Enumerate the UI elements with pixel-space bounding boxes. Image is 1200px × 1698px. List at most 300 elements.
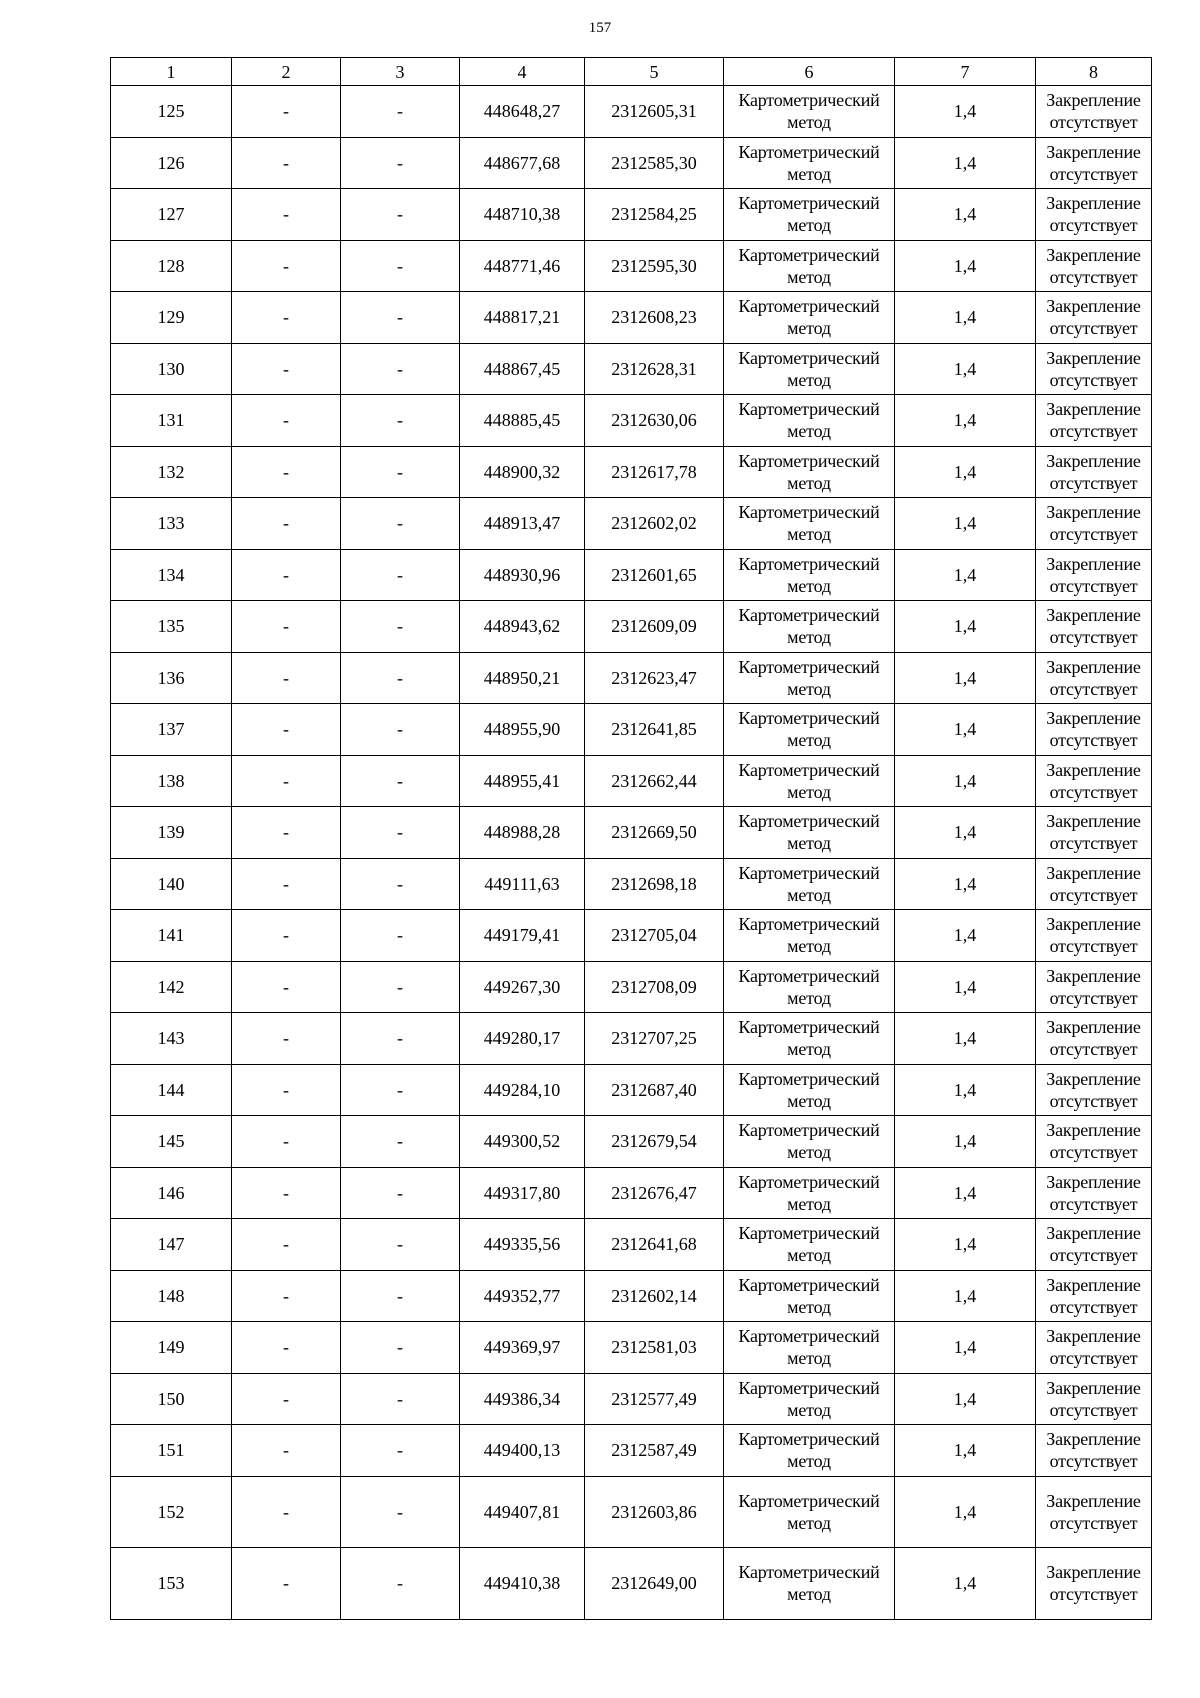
method-cell [724, 961, 895, 1013]
fixation-line-1: Закрепление [1046, 1274, 1141, 1295]
point-number-cell: 131 [111, 395, 232, 447]
accuracy-cell: 1,4 [895, 343, 1036, 395]
accuracy-cell: 1,4 [895, 446, 1036, 498]
x-coordinate-cell: 448771,46 [460, 240, 585, 292]
point-number-cell: 135 [111, 601, 232, 653]
x-coordinate-cell: 449111,63 [460, 858, 585, 910]
accuracy-cell: 1,4 [895, 1373, 1036, 1425]
fixation-cell [1036, 343, 1152, 395]
y-coordinate-cell: 2312623,47 [585, 652, 724, 704]
table-row [111, 446, 1152, 498]
method-line-2: метод [787, 1399, 831, 1420]
table-row [111, 1167, 1152, 1219]
point-number-cell: 151 [111, 1425, 232, 1477]
method-cell [724, 549, 895, 601]
fixation-line-1: Закрепление [1046, 1017, 1141, 1038]
fixation-line-2: отсутствует [1049, 1399, 1138, 1420]
accuracy-cell: 1,4 [895, 1322, 1036, 1374]
fixation-cell [1036, 86, 1152, 138]
table-row [111, 86, 1152, 138]
method-cell [724, 601, 895, 653]
table-row [111, 704, 1152, 756]
accuracy-cell: 1,4 [895, 1547, 1036, 1619]
fixation-line-1: Закрепление [1046, 1326, 1141, 1347]
y-coordinate-cell: 2312601,65 [585, 549, 724, 601]
fixation-line-1: Закрепление [1046, 1490, 1141, 1511]
column-3-cell: - [341, 395, 460, 447]
method-line-2: метод [787, 987, 831, 1008]
fixation-cell [1036, 446, 1152, 498]
fixation-line-2: отсутствует [1049, 781, 1138, 802]
method-line-2: метод [787, 1245, 831, 1266]
column-3-cell: - [341, 498, 460, 550]
y-coordinate-cell: 2312587,49 [585, 1425, 724, 1477]
table-row [111, 1373, 1152, 1425]
table-row [111, 240, 1152, 292]
method-line-2: метод [787, 369, 831, 390]
column-2-cell: - [232, 86, 341, 138]
point-number-cell: 150 [111, 1373, 232, 1425]
column-header-2: 2 [232, 58, 341, 86]
table-row [111, 858, 1152, 910]
column-2-cell: - [232, 343, 341, 395]
column-3-cell: - [341, 189, 460, 241]
method-line-2: метод [787, 833, 831, 854]
fixation-line-1: Закрепление [1046, 1562, 1141, 1582]
accuracy-cell: 1,4 [895, 704, 1036, 756]
y-coordinate-cell: 2312641,68 [585, 1219, 724, 1271]
column-3-cell: - [341, 343, 460, 395]
table-row [111, 137, 1152, 189]
fixation-cell [1036, 704, 1152, 756]
y-coordinate-cell: 2312630,06 [585, 395, 724, 447]
fixation-line-2: отсутствует [1049, 678, 1138, 699]
column-3-cell: - [341, 292, 460, 344]
table-row [111, 343, 1152, 395]
y-coordinate-cell: 2312584,25 [585, 189, 724, 241]
column-2-cell: - [232, 189, 341, 241]
y-coordinate-cell: 2312641,85 [585, 704, 724, 756]
column-2-cell: - [232, 807, 341, 859]
column-2-cell: - [232, 704, 341, 756]
method-line-1: Картометрический [738, 244, 880, 265]
method-line-2: метод [787, 1584, 831, 1604]
accuracy-cell: 1,4 [895, 858, 1036, 910]
y-coordinate-cell: 2312577,49 [585, 1373, 724, 1425]
column-3-cell: - [341, 1064, 460, 1116]
fixation-line-1: Закрепление [1046, 708, 1141, 729]
method-line-2: метод [787, 472, 831, 493]
point-number-cell: 143 [111, 1013, 232, 1065]
fixation-line-1: Закрепление [1046, 605, 1141, 626]
method-cell [724, 704, 895, 756]
y-coordinate-cell: 2312581,03 [585, 1322, 724, 1374]
method-line-1: Картометрический [738, 1429, 880, 1450]
fixation-cell [1036, 755, 1152, 807]
method-cell [724, 498, 895, 550]
method-line-2: метод [787, 112, 831, 133]
column-2-cell: - [232, 1322, 341, 1374]
method-line-1: Картометрический [738, 450, 880, 471]
table-row [111, 1476, 1152, 1547]
column-header-7: 7 [895, 58, 1036, 86]
column-2-cell: - [232, 292, 341, 344]
fixation-line-1: Закрепление [1046, 1120, 1141, 1141]
accuracy-cell: 1,4 [895, 498, 1036, 550]
y-coordinate-cell: 2312602,02 [585, 498, 724, 550]
x-coordinate-cell: 448648,27 [460, 86, 585, 138]
x-coordinate-cell: 449400,13 [460, 1425, 585, 1477]
accuracy-cell: 1,4 [895, 1167, 1036, 1219]
y-coordinate-cell: 2312603,86 [585, 1476, 724, 1547]
table-row [111, 1270, 1152, 1322]
y-coordinate-cell: 2312628,31 [585, 343, 724, 395]
point-number-cell: 128 [111, 240, 232, 292]
method-line-2: метод [787, 678, 831, 699]
column-2-cell: - [232, 1116, 341, 1168]
y-coordinate-cell: 2312595,30 [585, 240, 724, 292]
method-cell [724, 858, 895, 910]
fixation-cell [1036, 549, 1152, 601]
accuracy-cell: 1,4 [895, 549, 1036, 601]
fixation-cell [1036, 601, 1152, 653]
column-header-1: 1 [111, 58, 232, 86]
x-coordinate-cell: 449300,52 [460, 1116, 585, 1168]
accuracy-cell: 1,4 [895, 601, 1036, 653]
fixation-line-2: отсутствует [1049, 369, 1138, 390]
fixation-line-2: отсутствует [1049, 266, 1138, 287]
accuracy-cell: 1,4 [895, 292, 1036, 344]
method-cell [724, 652, 895, 704]
fixation-line-2: отсутствует [1049, 524, 1138, 545]
point-number-cell: 149 [111, 1322, 232, 1374]
fixation-line-1: Закрепление [1046, 502, 1141, 523]
x-coordinate-cell: 449179,41 [460, 910, 585, 962]
point-number-cell: 130 [111, 343, 232, 395]
fixation-line-2: отсутствует [1049, 1296, 1138, 1317]
accuracy-cell: 1,4 [895, 961, 1036, 1013]
column-3-cell: - [341, 1270, 460, 1322]
method-line-2: метод [787, 627, 831, 648]
fixation-cell [1036, 1476, 1152, 1547]
column-3-cell: - [341, 240, 460, 292]
fixation-line-1: Закрепление [1046, 656, 1141, 677]
column-3-cell: - [341, 910, 460, 962]
x-coordinate-cell: 448677,68 [460, 137, 585, 189]
fixation-line-2: отсутствует [1049, 627, 1138, 648]
column-2-cell: - [232, 240, 341, 292]
fixation-line-2: отсутствует [1049, 1090, 1138, 1111]
column-header-5: 5 [585, 58, 724, 86]
method-line-1: Картометрический [738, 1326, 880, 1347]
fixation-cell [1036, 292, 1152, 344]
point-number-cell: 144 [111, 1064, 232, 1116]
fixation-line-1: Закрепление [1046, 1223, 1141, 1244]
fixation-cell [1036, 1373, 1152, 1425]
x-coordinate-cell: 448955,41 [460, 755, 585, 807]
method-line-2: метод [787, 1348, 831, 1369]
fixation-line-2: отсутствует [1049, 215, 1138, 236]
method-line-1: Картометрический [738, 605, 880, 626]
table-row [111, 189, 1152, 241]
method-line-2: метод [787, 266, 831, 287]
column-2-cell: - [232, 1476, 341, 1547]
fixation-line-2: отсутствует [1049, 575, 1138, 596]
fixation-line-1: Закрепление [1046, 1171, 1141, 1192]
fixation-line-2: отсутствует [1049, 1451, 1138, 1472]
y-coordinate-cell: 2312698,18 [585, 858, 724, 910]
table-row [111, 292, 1152, 344]
table-row [111, 498, 1152, 550]
column-header-3: 3 [341, 58, 460, 86]
point-number-cell: 137 [111, 704, 232, 756]
point-number-cell: 125 [111, 86, 232, 138]
fixation-line-2: отсутствует [1049, 318, 1138, 339]
column-2-cell: - [232, 601, 341, 653]
table-row [111, 1547, 1152, 1619]
column-3-cell: - [341, 1219, 460, 1271]
point-number-cell: 136 [111, 652, 232, 704]
method-cell [724, 86, 895, 138]
fixation-line-2: отсутствует [1049, 1142, 1138, 1163]
fixation-line-1: Закрепление [1046, 141, 1141, 162]
method-line-1: Картометрический [738, 862, 880, 883]
fixation-line-2: отсутствует [1049, 472, 1138, 493]
point-number-cell: 146 [111, 1167, 232, 1219]
fixation-line-2: отсутствует [1049, 1193, 1138, 1214]
fixation-line-2: отсутствует [1049, 1584, 1138, 1604]
fixation-line-2: отсутствует [1049, 1039, 1138, 1060]
accuracy-cell: 1,4 [895, 1425, 1036, 1477]
y-coordinate-cell: 2312649,00 [585, 1547, 724, 1619]
fixation-cell [1036, 137, 1152, 189]
method-line-2: метод [787, 575, 831, 596]
table-row [111, 807, 1152, 859]
fixation-cell [1036, 1013, 1152, 1065]
fixation-line-1: Закрепление [1046, 399, 1141, 420]
accuracy-cell: 1,4 [895, 807, 1036, 859]
coordinates-table [110, 57, 1152, 1620]
method-cell [724, 1476, 895, 1547]
fixation-line-1: Закрепление [1046, 347, 1141, 368]
column-header-4: 4 [460, 58, 585, 86]
column-2-cell: - [232, 1373, 341, 1425]
fixation-line-1: Закрепление [1046, 296, 1141, 317]
x-coordinate-cell: 448930,96 [460, 549, 585, 601]
x-coordinate-cell: 449317,80 [460, 1167, 585, 1219]
accuracy-cell: 1,4 [895, 1116, 1036, 1168]
column-2-cell: - [232, 395, 341, 447]
x-coordinate-cell: 448988,28 [460, 807, 585, 859]
method-line-1: Картометрический [738, 708, 880, 729]
x-coordinate-cell: 448817,21 [460, 292, 585, 344]
point-number-cell: 134 [111, 549, 232, 601]
x-coordinate-cell: 448955,90 [460, 704, 585, 756]
column-2-cell: - [232, 498, 341, 550]
x-coordinate-cell: 449352,77 [460, 1270, 585, 1322]
point-number-cell: 133 [111, 498, 232, 550]
column-3-cell: - [341, 601, 460, 653]
column-2-cell: - [232, 755, 341, 807]
method-line-1: Картометрический [738, 1171, 880, 1192]
point-number-cell: 126 [111, 137, 232, 189]
x-coordinate-cell: 448913,47 [460, 498, 585, 550]
table-row [111, 1425, 1152, 1477]
x-coordinate-cell: 448867,45 [460, 343, 585, 395]
method-line-2: метод [787, 215, 831, 236]
fixation-cell [1036, 858, 1152, 910]
fixation-cell [1036, 807, 1152, 859]
header-row [111, 58, 1152, 86]
table-row [111, 961, 1152, 1013]
method-line-2: метод [787, 1451, 831, 1472]
method-line-1: Картометрический [738, 553, 880, 574]
accuracy-cell: 1,4 [895, 1270, 1036, 1322]
accuracy-cell: 1,4 [895, 189, 1036, 241]
x-coordinate-cell: 448950,21 [460, 652, 585, 704]
column-2-cell: - [232, 137, 341, 189]
method-line-1: Картометрический [738, 90, 880, 111]
method-line-1: Картометрический [738, 811, 880, 832]
fixation-cell [1036, 1547, 1152, 1619]
column-3-cell: - [341, 86, 460, 138]
fixation-cell [1036, 498, 1152, 550]
y-coordinate-cell: 2312676,47 [585, 1167, 724, 1219]
method-cell [724, 1116, 895, 1168]
column-3-cell: - [341, 1373, 460, 1425]
fixation-cell [1036, 1322, 1152, 1374]
fixation-cell [1036, 1064, 1152, 1116]
column-3-cell: - [341, 755, 460, 807]
accuracy-cell: 1,4 [895, 137, 1036, 189]
fixation-line-1: Закрепление [1046, 759, 1141, 780]
point-number-cell: 138 [111, 755, 232, 807]
x-coordinate-cell: 448943,62 [460, 601, 585, 653]
accuracy-cell: 1,4 [895, 240, 1036, 292]
table-body [111, 86, 1152, 1620]
column-2-cell: - [232, 549, 341, 601]
fixation-line-1: Закрепление [1046, 862, 1141, 883]
method-line-2: метод [787, 730, 831, 751]
fixation-line-1: Закрепление [1046, 811, 1141, 832]
y-coordinate-cell: 2312605,31 [585, 86, 724, 138]
y-coordinate-cell: 2312609,09 [585, 601, 724, 653]
table-row [111, 1322, 1152, 1374]
column-2-cell: - [232, 1167, 341, 1219]
method-line-1: Картометрический [738, 759, 880, 780]
column-2-cell: - [232, 446, 341, 498]
method-line-2: метод [787, 884, 831, 905]
accuracy-cell: 1,4 [895, 1064, 1036, 1116]
method-line-2: метод [787, 1193, 831, 1214]
method-line-1: Картометрический [738, 502, 880, 523]
method-line-1: Картометрический [738, 347, 880, 368]
point-number-cell: 148 [111, 1270, 232, 1322]
table-row [111, 395, 1152, 447]
fixation-cell [1036, 395, 1152, 447]
fixation-cell [1036, 189, 1152, 241]
table-row [111, 549, 1152, 601]
method-cell [724, 343, 895, 395]
method-cell [724, 1064, 895, 1116]
fixation-cell [1036, 1425, 1152, 1477]
fixation-cell [1036, 1270, 1152, 1322]
column-2-cell: - [232, 1270, 341, 1322]
method-cell [724, 137, 895, 189]
method-cell [724, 240, 895, 292]
table-row [111, 1013, 1152, 1065]
fixation-line-2: отсутствует [1049, 1245, 1138, 1266]
point-number-cell: 129 [111, 292, 232, 344]
method-cell [724, 1322, 895, 1374]
accuracy-cell: 1,4 [895, 1219, 1036, 1271]
fixation-line-1: Закрепление [1046, 1377, 1141, 1398]
column-3-cell: - [341, 807, 460, 859]
point-number-cell: 139 [111, 807, 232, 859]
method-line-2: метод [787, 936, 831, 957]
fixation-line-1: Закрепление [1046, 1429, 1141, 1450]
method-cell [724, 755, 895, 807]
fixation-line-1: Закрепление [1046, 450, 1141, 471]
y-coordinate-cell: 2312662,44 [585, 755, 724, 807]
x-coordinate-cell: 448710,38 [460, 189, 585, 241]
x-coordinate-cell: 449386,34 [460, 1373, 585, 1425]
method-cell [724, 395, 895, 447]
fixation-line-2: отсутствует [1049, 987, 1138, 1008]
table-row [111, 1116, 1152, 1168]
column-3-cell: - [341, 1547, 460, 1619]
column-2-cell: - [232, 1064, 341, 1116]
accuracy-cell: 1,4 [895, 1013, 1036, 1065]
table-row [111, 601, 1152, 653]
method-cell [724, 1425, 895, 1477]
accuracy-cell: 1,4 [895, 755, 1036, 807]
x-coordinate-cell: 449335,56 [460, 1219, 585, 1271]
method-line-1: Картометрический [738, 296, 880, 317]
y-coordinate-cell: 2312687,40 [585, 1064, 724, 1116]
column-header-6: 6 [724, 58, 895, 86]
method-cell [724, 189, 895, 241]
method-cell [724, 292, 895, 344]
point-number-cell: 132 [111, 446, 232, 498]
x-coordinate-cell: 449267,30 [460, 961, 585, 1013]
fixation-line-2: отсутствует [1049, 112, 1138, 133]
method-cell [724, 446, 895, 498]
fixation-cell [1036, 1116, 1152, 1168]
y-coordinate-cell: 2312608,23 [585, 292, 724, 344]
fixation-line-2: отсутствует [1049, 421, 1138, 442]
method-cell [724, 807, 895, 859]
method-cell [724, 1547, 895, 1619]
fixation-cell [1036, 240, 1152, 292]
point-number-cell: 145 [111, 1116, 232, 1168]
column-3-cell: - [341, 704, 460, 756]
column-2-cell: - [232, 652, 341, 704]
fixation-line-2: отсутствует [1049, 833, 1138, 854]
y-coordinate-cell: 2312602,14 [585, 1270, 724, 1322]
column-2-cell: - [232, 1547, 341, 1619]
y-coordinate-cell: 2312707,25 [585, 1013, 724, 1065]
point-number-cell: 152 [111, 1476, 232, 1547]
fixation-line-2: отсутствует [1049, 884, 1138, 905]
method-cell [724, 910, 895, 962]
column-3-cell: - [341, 961, 460, 1013]
method-cell [724, 1270, 895, 1322]
method-line-2: метод [787, 1039, 831, 1060]
column-2-cell: - [232, 858, 341, 910]
x-coordinate-cell: 448885,45 [460, 395, 585, 447]
method-line-1: Картометрический [738, 399, 880, 420]
